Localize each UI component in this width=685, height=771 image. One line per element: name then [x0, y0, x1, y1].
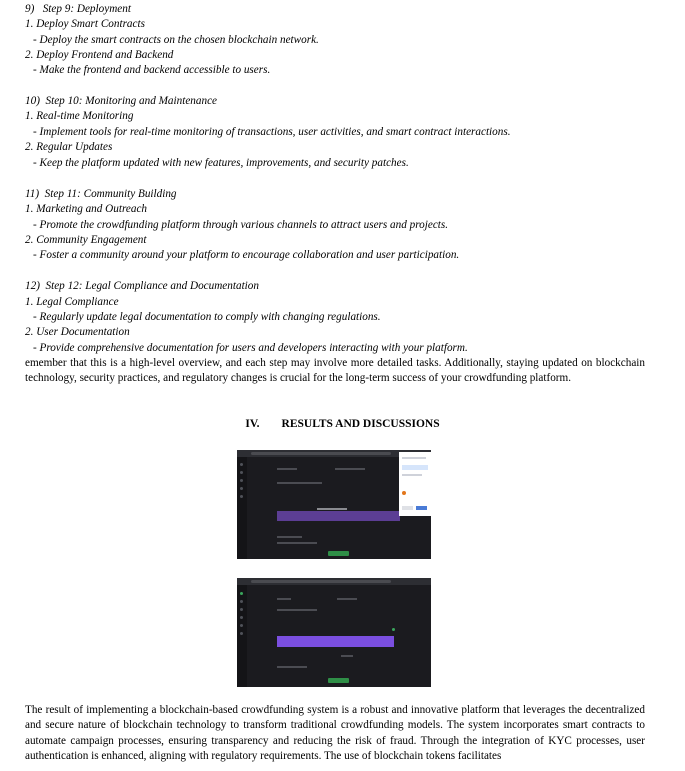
step-12-item-1: 1. Legal Compliance: [25, 296, 119, 308]
step-10-item-1-detail: - Implement tools for real-time monitoring of transactions, user activities, and smart contract interactions.: [33, 126, 511, 138]
step-11-title: 11) Step 11: Community Building: [25, 188, 177, 200]
section-number: IV.: [245, 418, 260, 430]
step-11-item-1: 1. Marketing and Outreach: [25, 203, 148, 215]
step-9-title: 9) Step 9: Deployment: [25, 3, 131, 15]
step-9-item-1-detail: - Deploy the smart contracts on the chosen blockchain network.: [33, 34, 319, 46]
figure-screenshot-1: [237, 450, 431, 559]
step-11-item-2: 2. Community Engagement: [25, 234, 147, 246]
step-9-item-1: 1. Deploy Smart Contracts: [25, 18, 145, 30]
step-10-title: 10) Step 10: Monitoring and Maintenance: [25, 95, 218, 107]
step-12-title: 12) Step 12: Legal Compliance and Documentation: [25, 280, 259, 292]
step-12-item-1-detail: - Regularly update legal documentation to comply with changing regulations.: [33, 311, 381, 323]
step-9-item-2-detail: - Make the frontend and backend accessible to users.: [33, 64, 271, 76]
step-10-item-2: 2. Regular Updates: [25, 141, 113, 153]
results-paragraph: The result of implementing a blockchain-based crowdfunding system is a robust and innovative platform that leverages the decentralized and secure nature of blockchain technology to transform traditional crowdfunding models. The system incorporates smart contracts to automate campaign processes, ensuring transparency and reducing the risk of fraud. Through the integration of KYC processes, user authentication is enhanced, aligning with regulatory requirements. The use of blockchain tokens facilitates: [25, 704, 645, 763]
section-title: RESULTS AND DISCUSSIONS: [281, 418, 440, 430]
closing-paragraph: emember that this is a high-level overview, and each step may involve more detailed tasks. Additionally, staying updated on blockchain technology, security practices, and regulatory changes is crucial for the long-term success of your crowdfunding platform.: [25, 357, 645, 385]
figure-screenshot-2: [237, 578, 431, 687]
step-12-item-2-detail: - Provide comprehensive documentation for users and developers interacting with your platform.: [33, 342, 468, 354]
step-9-item-2: 2. Deploy Frontend and Backend: [25, 49, 174, 61]
step-10-item-1: 1. Real-time Monitoring: [25, 110, 134, 122]
step-11-item-2-detail: - Foster a community around your platform to encourage collaboration and user participation.: [33, 249, 460, 261]
step-10-item-2-detail: - Keep the platform updated with new features, improvements, and security patches.: [33, 157, 409, 169]
step-12-item-2: 2. User Documentation: [25, 326, 130, 338]
section-heading: [0, 418, 685, 430]
step-11-item-1-detail: - Promote the crowdfunding platform through various channels to attract users and projects.: [33, 219, 449, 231]
